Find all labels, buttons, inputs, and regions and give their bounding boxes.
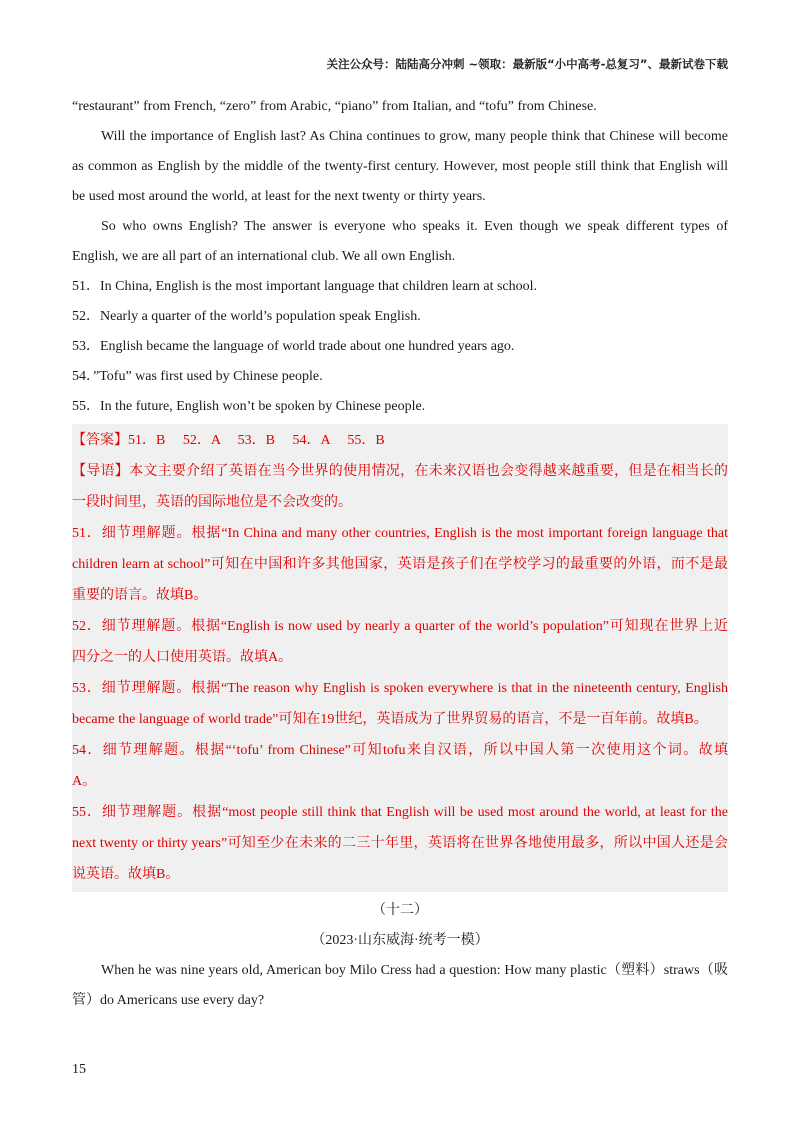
answer-line: became the language of world trade”可知在19世纪，英语成为了世界贸易的语言，不是一百年前。故填B。 — [72, 712, 708, 727]
answer-line: 重要的语言。故填B。 — [72, 588, 208, 603]
section-number: （十二） — [372, 903, 428, 918]
question-item: 51．In China, English is the most important language that children learn at school. — [72, 279, 538, 294]
section-line: 管）do Americans use every day? — [72, 993, 265, 1008]
passage-line: as common as English by the middle of the twenty-first century. However, most people still think that English will — [72, 159, 728, 174]
answer-line: 54．细节理解题。根据“‘tofu’ from Chinese”可知tofu来自汉语，所以中国人第一次使用这个词。故填 — [72, 743, 728, 758]
page-content — [72, 92, 728, 1016]
passage-line: Will the importance of English last? As China continues to grow, many people think that Chinese will become — [101, 129, 728, 144]
question-item: 55．In the future, English won’t be spoken by Chinese people. — [72, 399, 426, 414]
question-list — [72, 272, 728, 422]
passage-line: So who owns English? The answer is everyone who speaks it. Even though we speak different types of — [101, 219, 728, 234]
answer-line: 【导语】本文主要介绍了英语在当今世界的使用情况，在未来汉语也会变得越来越重要，但是在相当长的 — [72, 464, 728, 479]
answer-line: 说英语。故填B。 — [72, 867, 180, 882]
page-number: 15 — [72, 1062, 86, 1077]
answer-line: 一段时间里，英语的国际地位是不会改变的。 — [72, 495, 352, 510]
question-item: 52．Nearly a quarter of the world’s population speak English. — [72, 309, 421, 324]
answer-key: 【答案】51．B 52．A 53．B 54．A 55．B — [72, 433, 385, 448]
section-line: When he was nine years old, American boy Milo Cress had a question: How many plastic（塑料）straws（吸 — [101, 963, 728, 978]
answer-line: 51．细节理解题。根据“In China and many other countries, English is the most important foreign language that — [72, 526, 728, 541]
passage-line: English, we are all part of an international club. We all own English. — [72, 249, 456, 264]
answer-line: children learn at school”可知在中国和许多其他国家，英语是孩子们在学校学习的最重要的外语，而不是最 — [72, 557, 728, 572]
next-section — [72, 896, 728, 1016]
answer-line: A。 — [72, 774, 97, 789]
passage-line: be used most around the world, at least for the next twenty or thirty years. — [72, 189, 486, 204]
page-header: 关注公众号：陆陆高分冲刺 ~领取：最新版“小中高考-总复习”、最新试卷下载 — [326, 57, 728, 71]
section-source: （2023·山东威海·统考一模） — [311, 933, 489, 948]
answer-line: 52．细节理解题。根据“English is now used by nearly a quarter of the world’s population”可知现在世界上近 — [72, 619, 728, 634]
passage — [72, 92, 728, 272]
passage-line: “restaurant” from French, “zero” from Arabic, “piano” from Italian, and “tofu” from Chinese. — [72, 99, 597, 114]
question-item: 54．”Tofu” was first used by Chinese people. — [72, 369, 323, 384]
answer-line: 55．细节理解题。根据“most people still think that English will be used most around the world, at least for the — [72, 805, 728, 820]
answer-line: next twenty or thirty years”可知至少在未来的二三十年里，英语将在世界各地使用最多，所以中国人还是会 — [72, 836, 728, 851]
answer-line: 四分之一的人口使用英语。故填A。 — [72, 650, 293, 665]
answer-line: 53．细节理解题。根据“The reason why English is spoken everywhere is that in the nineteenth century, English — [72, 681, 728, 696]
question-item: 53．English became the language of world trade about one hundred years ago. — [72, 339, 515, 354]
answer-explanation-box — [72, 424, 728, 892]
